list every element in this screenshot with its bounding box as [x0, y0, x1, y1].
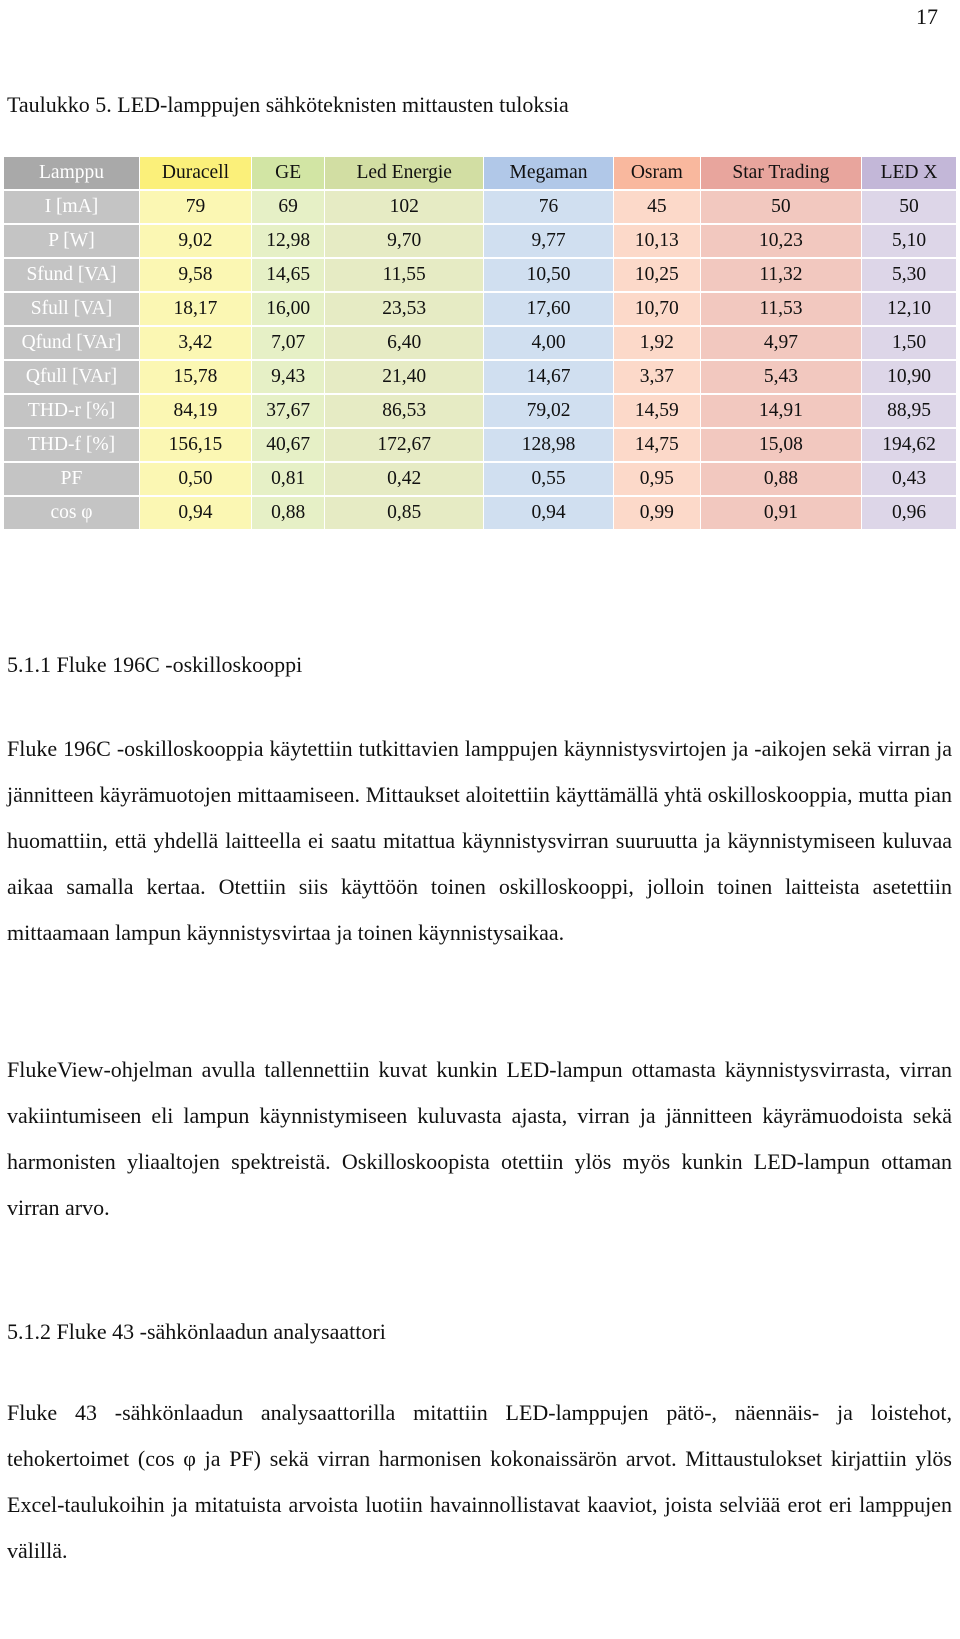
row-label-cell: THD-r [%] — [4, 395, 139, 427]
page-number: 17 — [916, 4, 938, 29]
table-cell: 10,90 — [862, 361, 956, 393]
table-cell: 16,00 — [252, 293, 324, 325]
table-cell: 1,50 — [862, 327, 956, 359]
table-cell: 37,67 — [252, 395, 324, 427]
table-cell: 10,50 — [484, 259, 613, 291]
header-cell: GE — [252, 157, 324, 189]
table-cell: 79,02 — [484, 395, 613, 427]
section-heading-fluke-196c: 5.1.1 Fluke 196C -oskilloskooppi — [7, 652, 303, 677]
table-cell: 9,02 — [140, 225, 251, 257]
row-label-cell: I [mA] — [4, 191, 139, 223]
table-cell: 12,98 — [252, 225, 324, 257]
table-cell: 0,81 — [252, 463, 324, 495]
header-cell: Osram — [614, 157, 700, 189]
table-cell: 194,62 — [862, 429, 956, 461]
table-cell: 3,42 — [140, 327, 251, 359]
paragraph: Fluke 196C -oskilloskooppia käytettiin tutkittavien lamppujen käynnistysvirtojen ja -aikojen sekä virran ja jännitteen käyrämuotojen mittaamiseen. Mittaukset aloitettiin käyttämällä yhtä oskilloskooppia, mutta pian huomattiin, että yhdellä laitteella ei saatu mitattua käynnistysvirran suuruutta ja käynnistymiseen kuluvaa aikaa samalla kertaa. Otettiin siis käyttöön toinen oskilloskooppi, jolloin toinen laitteista asetettiin mittaamaan lampun käynnistysvirtaa ja toinen käynnistysaikaa. — [7, 736, 952, 945]
table-cell: 5,30 — [862, 259, 956, 291]
table-cell: 69 — [252, 191, 324, 223]
table-cell: 88,95 — [862, 395, 956, 427]
header-cell: Megaman — [484, 157, 613, 189]
table-cell: 0,94 — [484, 497, 613, 529]
table-body — [4, 191, 956, 529]
table-cell: 9,43 — [252, 361, 324, 393]
table-header-row — [4, 157, 956, 189]
table-cell: 102 — [325, 191, 483, 223]
row-label-cell: cos φ — [4, 497, 139, 529]
table-cell: 0,88 — [701, 463, 861, 495]
table-cell: 50 — [862, 191, 956, 223]
table-cell: 128,98 — [484, 429, 613, 461]
table-cell: 4,00 — [484, 327, 613, 359]
table-cell: 11,32 — [701, 259, 861, 291]
header-cell: LED X — [862, 157, 956, 189]
table-cell: 84,19 — [140, 395, 251, 427]
header-cell: Duracell — [140, 157, 251, 189]
table-cell: 14,75 — [614, 429, 700, 461]
table-cell: 3,37 — [614, 361, 700, 393]
results-table — [3, 155, 957, 531]
table-cell: 14,59 — [614, 395, 700, 427]
row-label-cell: THD-f [%] — [4, 429, 139, 461]
table-cell: 18,17 — [140, 293, 251, 325]
table-cell: 0,85 — [325, 497, 483, 529]
row-label-cell: Qfund [VAr] — [4, 327, 139, 359]
table-cell: 11,53 — [701, 293, 861, 325]
table-cell: 9,70 — [325, 225, 483, 257]
table-row — [4, 259, 956, 291]
table-cell: 0,96 — [862, 497, 956, 529]
table-cell: 17,60 — [484, 293, 613, 325]
paragraph: FlukeView-ohjelman avulla tallennettiin kuvat kunkin LED-lampun ottamasta käynnistysvirrasta, virran vakiintumiseen eli lampun käynnistymiseen kuluvasta ajasta, virran ja jännitteen käyrämuodoista sekä harmonisten yliaaltojen spektreistä. Oskilloskoopista otettiin ylös myös kunkin LED-lampun ottaman virran arvo. — [7, 1057, 952, 1220]
table-row — [4, 327, 956, 359]
paragraph: Fluke 43 -sähkönlaadun analysaattorilla mitattiin LED-lamppujen pätö-, näennäis- ja loistehot, tehokertoimet (cos φ ja PF) sekä virran harmonisen kokonaissärön arvot. Mittaustulokset kirjattiin ylös Excel-taulukoihin ja mitatuista arvoista luotiin havainnollistavat kaaviot, joista selviää erot eri lamppujen välillä. — [7, 1400, 952, 1563]
table-row — [4, 225, 956, 257]
table-cell: 0,95 — [614, 463, 700, 495]
table-row — [4, 463, 956, 495]
table-cell: 5,10 — [862, 225, 956, 257]
table-cell: 10,70 — [614, 293, 700, 325]
table-cell: 40,67 — [252, 429, 324, 461]
table-cell: 1,92 — [614, 327, 700, 359]
table-row — [4, 497, 956, 529]
table-cell: 14,65 — [252, 259, 324, 291]
table-cell: 0,94 — [140, 497, 251, 529]
table-cell: 50 — [701, 191, 861, 223]
table-cell: 4,97 — [701, 327, 861, 359]
table-cell: 0,91 — [701, 497, 861, 529]
table-cell: 7,07 — [252, 327, 324, 359]
header-cell: Star Trading — [701, 157, 861, 189]
table-row — [4, 191, 956, 223]
table-cell: 6,40 — [325, 327, 483, 359]
table-cell: 21,40 — [325, 361, 483, 393]
row-label-cell: Sfull [VA] — [4, 293, 139, 325]
row-label-cell: Sfund [VA] — [4, 259, 139, 291]
table-row — [4, 361, 956, 393]
table-cell: 15,08 — [701, 429, 861, 461]
table-cell: 9,58 — [140, 259, 251, 291]
table-cell: 0,99 — [614, 497, 700, 529]
row-label-cell: P [W] — [4, 225, 139, 257]
section-heading-fluke-43: 5.1.2 Fluke 43 -sähkönlaadun analysaattori — [7, 1319, 386, 1344]
table-cell: 11,55 — [325, 259, 483, 291]
row-label-cell: PF — [4, 463, 139, 495]
table-caption: Taulukko 5. LED-lamppujen sähköteknisten mittausten tuloksia — [7, 92, 569, 117]
table-cell: 0,88 — [252, 497, 324, 529]
table-cell: 5,43 — [701, 361, 861, 393]
table-cell: 79 — [140, 191, 251, 223]
table-row — [4, 293, 956, 325]
table-cell: 0,55 — [484, 463, 613, 495]
table-cell: 86,53 — [325, 395, 483, 427]
table-cell: 0,43 — [862, 463, 956, 495]
table-cell: 76 — [484, 191, 613, 223]
table-cell: 10,23 — [701, 225, 861, 257]
table-cell: 15,78 — [140, 361, 251, 393]
table-cell: 172,67 — [325, 429, 483, 461]
table-row — [4, 429, 956, 461]
table-cell: 156,15 — [140, 429, 251, 461]
table-cell: 0,42 — [325, 463, 483, 495]
table-cell: 9,77 — [484, 225, 613, 257]
table-cell: 0,50 — [140, 463, 251, 495]
table-cell: 10,25 — [614, 259, 700, 291]
table-cell: 12,10 — [862, 293, 956, 325]
table-cell: 14,67 — [484, 361, 613, 393]
table-cell: 14,91 — [701, 395, 861, 427]
row-label-cell: Qfull [VAr] — [4, 361, 139, 393]
header-cell: Led Energie — [325, 157, 483, 189]
table-cell: 45 — [614, 191, 700, 223]
table-cell: 10,13 — [614, 225, 700, 257]
table-cell: 23,53 — [325, 293, 483, 325]
table-row — [4, 395, 956, 427]
header-cell: Lamppu — [4, 157, 139, 189]
